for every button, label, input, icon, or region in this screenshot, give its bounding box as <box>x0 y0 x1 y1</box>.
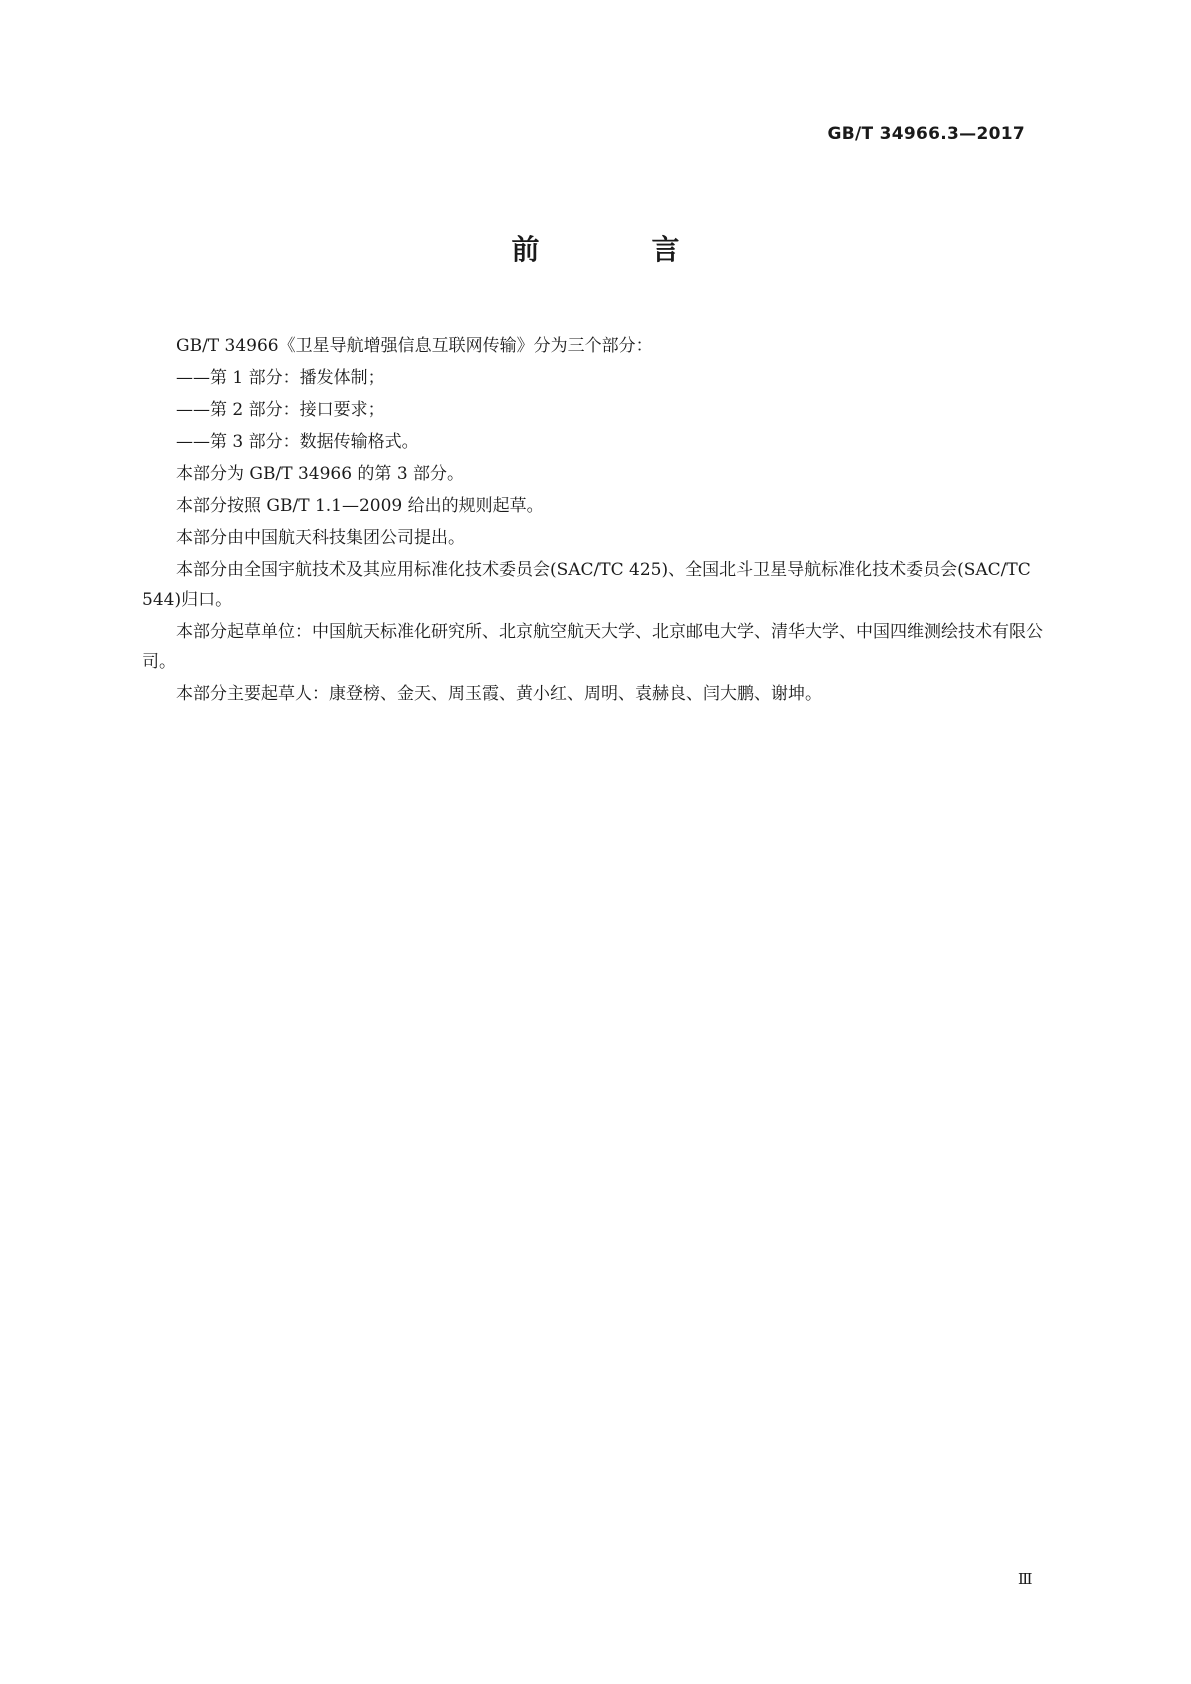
page-title: 前 言 <box>511 233 722 266</box>
paragraph-drafting-rules: 本部分按照 GB/T 1.1—2009 给出的规则起草。 <box>176 496 544 516</box>
foreword-body <box>142 331 1054 711</box>
page-number: Ⅲ <box>1018 1570 1033 1588</box>
paragraph-this-part: 本部分为 GB/T 34966 的第 3 部分。 <box>176 464 465 484</box>
paragraph-parts-intro: GB/T 34966《卫星导航增强信息互联网传输》分为三个部分： <box>176 336 653 356</box>
paragraph-under-jurisdiction: 本部分由全国宇航技术及其应用标准化技术委员会(SAC/TC 425)、全国北斗卫星导航标准化技术委员会(SAC/TC 544)归口。 <box>142 560 1031 610</box>
list-item-part-3: ——第 3 部分：数据传输格式。 <box>176 432 419 452</box>
list-item-part-2: ——第 2 部分：接口要求； <box>176 400 385 420</box>
paragraph-proposed-by: 本部分由中国航天科技集团公司提出。 <box>176 528 465 548</box>
paragraph-main-drafters: 本部分主要起草人：康登榜、金天、周玉霞、黄小红、周明、袁赫良、闫大鹏、谢坤。 <box>176 684 822 704</box>
list-item-part-1: ——第 1 部分：播发体制； <box>176 368 385 388</box>
paragraph-drafting-organizations: 本部分起草单位：中国航天标准化研究所、北京航空航天大学、北京邮电大学、清华大学、中国四维测绘技术有限公司。 <box>142 622 1043 672</box>
standard-number: GB/T 34966.3—2017 <box>827 124 1025 144</box>
